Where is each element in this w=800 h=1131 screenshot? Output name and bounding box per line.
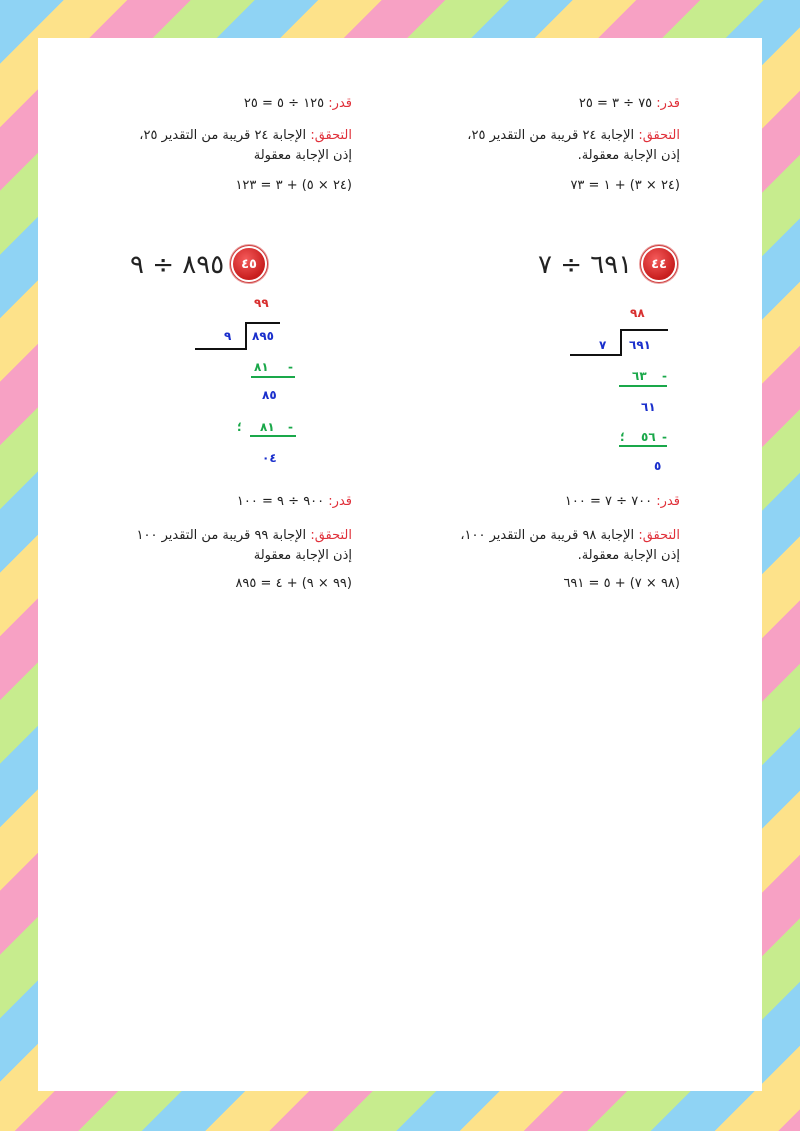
division-bar-bottom xyxy=(570,354,622,356)
left-top-verify xyxy=(235,176,352,196)
right-bottom-estimate xyxy=(565,492,680,512)
left-bottom-estimate xyxy=(237,492,352,512)
step2-subtract: ٨١ xyxy=(260,420,275,434)
step1-remainder: ٦١ xyxy=(641,400,656,414)
problem-text: ٨٩٥ ÷ ٩ xyxy=(130,250,225,280)
estimate-label: قدر: xyxy=(328,494,352,509)
right-bottom-verify xyxy=(563,574,680,594)
verify-text: (٩٨ × ٧) + ٥ = ٦٩١ xyxy=(563,576,680,591)
step1-line xyxy=(619,385,667,387)
worksheet-page xyxy=(38,38,762,1091)
division-bar-bottom xyxy=(195,348,247,350)
dividend: ٨٩٥ xyxy=(252,329,274,343)
check-line-2: إذن الإجابة معقولة xyxy=(253,148,352,163)
problem-text: ٦٩١ ÷ ٧ xyxy=(538,250,633,280)
right-top-estimate xyxy=(579,94,680,114)
minus-sign: - xyxy=(662,369,667,383)
divisor: ٩ xyxy=(224,329,232,343)
problem-number-badge: ٤٥ xyxy=(231,246,267,282)
right-top-verify xyxy=(570,176,680,196)
final-remainder: ٥ xyxy=(654,459,662,473)
estimate-label: قدر: xyxy=(656,96,680,111)
check-label: التحقق: xyxy=(638,528,680,543)
step1-remainder: ٨٥ xyxy=(262,388,277,402)
minus-sign: - xyxy=(288,360,293,374)
check-line-1: الإجابة ٢٤ قريبة من التقدير ٢٥، xyxy=(467,128,635,143)
left-top-check xyxy=(139,126,352,166)
check-line-2: إذن الإجابة معقولة xyxy=(253,548,352,563)
check-line-2: إذن الإجابة معقولة. xyxy=(577,148,680,163)
division-bar-vertical xyxy=(620,329,622,355)
check-line-1: الإجابة ٩٩ قريبة من التقدير ١٠٠ xyxy=(136,528,307,543)
check-line-1: الإجابة ٩٨ قريبة من التقدير ١٠٠، xyxy=(460,528,635,543)
problem-number-badge: ٤٤ xyxy=(641,246,677,282)
step2-mark: ؛ xyxy=(620,430,625,444)
quotient: ٩٩ xyxy=(254,296,269,310)
estimate-label: قدر: xyxy=(656,494,680,509)
estimate-text: ٧٥ ÷ ٣ = ٢٥ xyxy=(578,96,653,111)
verify-text: (٩٩ × ٩) + ٤ = ٨٩٥ xyxy=(235,576,352,591)
step1-subtract: ٦٣ xyxy=(632,369,647,383)
check-line-2: إذن الإجابة معقولة. xyxy=(577,548,680,563)
divisor: ٧ xyxy=(599,338,607,352)
division-bar-vertical xyxy=(245,322,247,350)
estimate-text: ٩٠٠ ÷ ٩ = ١٠٠ xyxy=(236,494,325,509)
check-line-1: الإجابة ٢٤ قريبة من التقدير ٢٥، xyxy=(139,128,307,143)
step2-line xyxy=(619,445,667,447)
verify-text: (٢٤ × ٣) + ١ = ٧٣ xyxy=(570,178,680,193)
estimate-label: قدر: xyxy=(328,96,352,111)
verify-text: (٢٤ × ٥) + ٣ = ١٢٣ xyxy=(235,178,352,193)
step1-line xyxy=(251,376,295,378)
division-bar-top xyxy=(245,322,280,324)
left-bottom-check xyxy=(137,526,352,566)
right-bottom-check xyxy=(460,526,680,566)
estimate-text: ٧٠٠ ÷ ٧ = ١٠٠ xyxy=(564,494,653,509)
step1-subtract: ٨١ xyxy=(254,360,269,374)
estimate-text: ١٢٥ ÷ ٥ = ٢٥ xyxy=(243,96,325,111)
check-label: التحقق: xyxy=(310,128,352,143)
final-remainder: ٠٤ xyxy=(262,451,277,465)
step2-mark: ؛ xyxy=(237,420,242,434)
check-label: التحقق: xyxy=(638,128,680,143)
left-bottom-verify xyxy=(235,574,352,594)
quotient: ٩٨ xyxy=(630,306,645,320)
check-label: التحقق: xyxy=(310,528,352,543)
dividend: ٦٩١ xyxy=(629,338,651,352)
right-top-check xyxy=(467,126,680,166)
minus-sign: - xyxy=(288,420,293,434)
division-bar-top xyxy=(620,329,668,331)
left-top-estimate xyxy=(244,94,352,114)
step2-subtract: ٥٦ xyxy=(641,430,656,444)
minus-sign: - xyxy=(662,430,667,444)
step2-line xyxy=(250,435,296,437)
